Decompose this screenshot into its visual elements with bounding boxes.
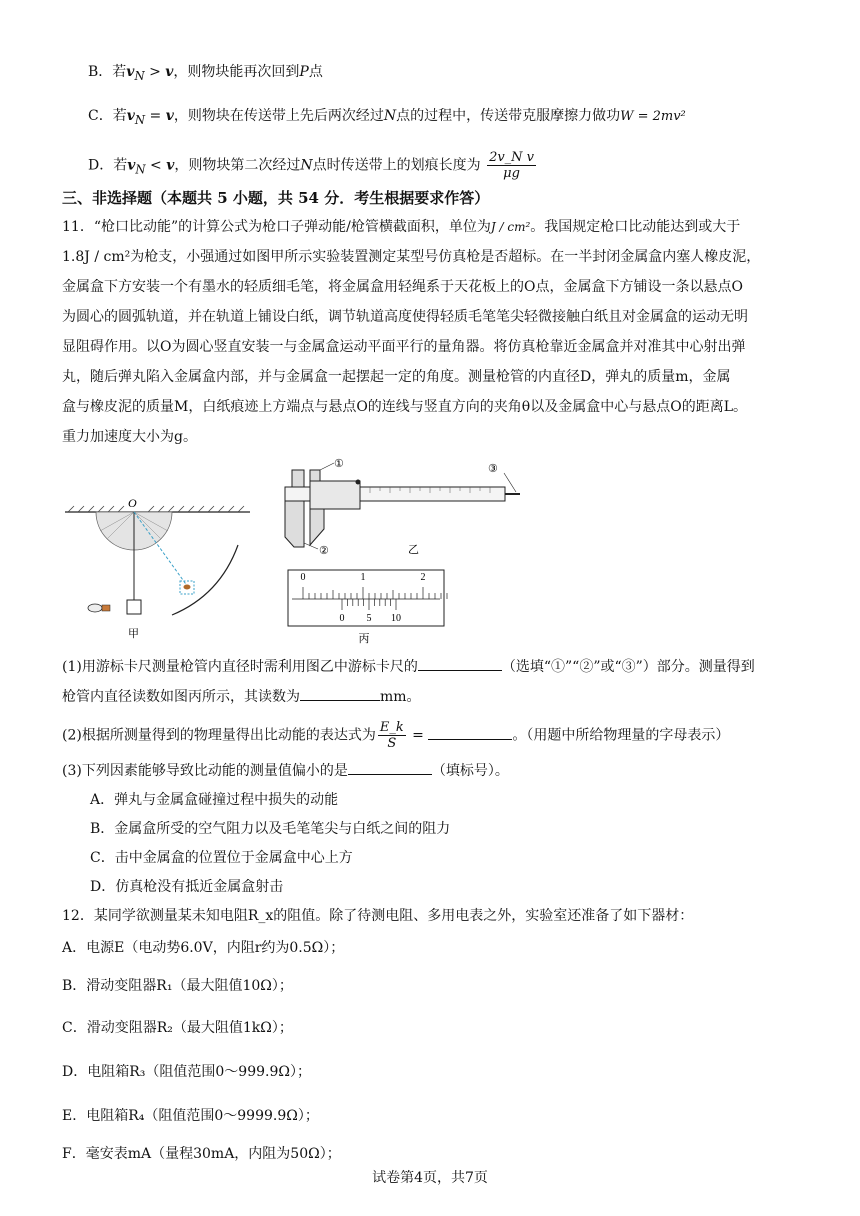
option-d-prev: D．若$v_N < v$，则物块第二次经过N点时传送带上的划痕长度为 $\frac{\text{2v\_N v}}{\mu g}$ (88, 150, 535, 181)
callout-1: ① (334, 458, 344, 470)
question-12-intro: 12．某同学欲测量某未知电阻R_x的阻值。除了待测电阻、多用电表之外，实验室还准备了如下器材： (62, 908, 694, 924)
sub-question-1b: 枪管内直径读数如图丙所示，其读数为 mm。 (62, 686, 421, 707)
option-c-prev: C．若$v_N = v$，则物块在传送带上先后两次经过N点的过程中，传送带克服摩擦力做功W = 2mv² (88, 108, 686, 127)
ceiling-hatch (68, 506, 244, 512)
page-footer: 试卷第4页，共7页 (372, 1170, 488, 1186)
vernier-tick-5: 5 (366, 613, 372, 624)
equipment-d: D．电阻箱R₃（阻值范围0～999.9Ω）； (62, 1064, 311, 1080)
pellet-tip (102, 605, 110, 611)
callout-2: ② (319, 545, 329, 557)
main-tick-1: 1 (360, 572, 366, 583)
option-b: B．金属盒所受的空气阻力以及毛笔笔尖与白纸之间的阻力 (90, 821, 451, 837)
outer-jaw-moving (310, 509, 324, 545)
arc-track (172, 545, 238, 615)
option-a: A．弹丸与金属盒碰撞过程中损失的动能 (90, 792, 339, 808)
equipment-b: B．滑动变阻器R₁（最大阻值10Ω）； (62, 978, 293, 994)
pellet-in-box (184, 585, 191, 590)
vernier-tick-10: 10 (391, 613, 401, 624)
sub-question-1a: (1)用游标卡尺测量枪管内直径时需利用图乙中游标卡尺的 （选填“①”“②”或“③”）部分。测量得到 (62, 656, 755, 677)
option-d: D．仿真枪没有抵近金属盒射击 (90, 879, 284, 895)
equipment-f: F．毫安表mA（量程30mA，内阻为50Ω）； (62, 1146, 341, 1162)
vernier-tick-0: 0 (339, 613, 345, 624)
sub-question-3: (3)下列因素能够导致比动能的测量值偏小的是 （填标号）。 (62, 760, 509, 781)
section-heading: 三、非选择题（本题共 5 小题，共 54 分．考生根据要求作答） (62, 189, 490, 207)
scratch-length-fraction: $\frac{\text{2v\_N v}}{\mu g}$ (489, 150, 535, 181)
figure-yi-caliper (270, 455, 530, 565)
question-11-text: 11．“枪口比动能”的计算公式为枪口子弹动能/枪管横截面积，单位为J / cm²。我国规定枪口比动能达到或大于 1.8J / cm²为枪支，小强通过如图甲所示实验装置测定某型号仿真枪是否超标。在一半封闭金属盒内塞人橡皮泥， 金属盒下方安装一个有墨水的轻质细毛笔，将金属盒用轻绳系于天花板上的O点，金属盒下方铺设一条以悬点O 为圆心的圆弧轨道，并在轨道上铺设白纸，调节轨道高度使得轻质毛笔笔尖轻微接触白纸且对金属盒的运动无明 显阻碍作用。以O为圆心竖直安装一与金属盒运动平面平行的量角器。将仿真枪靠近金属盒并对准其中心射出弹 丸，随后弹丸陷入金属盒内部，并与金属盒一起摆起一定的角度。测量枪管的内直径D，弹丸的质量m，金属 盒与橡皮泥的质量M，白纸痕迹上方端点与悬点O的连线与竖直方向的夹角θ以及金属盒中心与悬点O的距离L。 重力加速度大小为g。 (62, 219, 761, 445)
outer-jaw-fixed (285, 501, 304, 547)
pellet (88, 604, 102, 612)
main-tick-0: 0 (300, 572, 306, 583)
equipment-a: A．电源E（电动势6.0V，内阻r约为0.5Ω）； (62, 940, 345, 956)
figure-bing-reading (280, 568, 460, 646)
caliper-slider (310, 481, 360, 509)
answer-blank-2[interactable] (300, 686, 380, 701)
metal-box (127, 600, 141, 614)
inner-jaw-moving (310, 470, 320, 481)
figure-jia-pendulum (60, 465, 260, 645)
figure-label-bing: 丙 (358, 633, 370, 645)
main-tick-2: 2 (420, 572, 426, 583)
answer-blank-1[interactable] (418, 656, 502, 671)
option-b-prev: B．若$v_N > v$，则物块能再次回到P点 (88, 64, 323, 83)
sub-question-2: (2)根据所测量得到的物理量得出比动能的表达式为 $\frac{E\_k}{S}$ = 。（用题中所给物理量的字母表示） (62, 720, 730, 751)
callout-3: ③ (488, 463, 498, 475)
figure-label-jia: 甲 (128, 628, 139, 640)
option-c: C．击中金属盒的位置位于金属盒中心上方 (90, 850, 353, 866)
answer-blank-3[interactable] (428, 725, 512, 740)
inner-jaw-fixed (292, 470, 304, 487)
pivot-label-o: O (128, 496, 137, 510)
lock-screw (356, 480, 361, 485)
figure-label-yi: 乙 (408, 544, 419, 556)
answer-blank-4[interactable] (348, 760, 432, 775)
ek-over-s-fraction: $\frac{E\_k}{S}$ (379, 720, 404, 751)
equipment-e: E．电阻箱R₄（阻值范围0～9999.9Ω）； (62, 1108, 319, 1124)
equipment-c: C．滑动变阻器R₂（最大阻值1kΩ）； (62, 1020, 293, 1036)
